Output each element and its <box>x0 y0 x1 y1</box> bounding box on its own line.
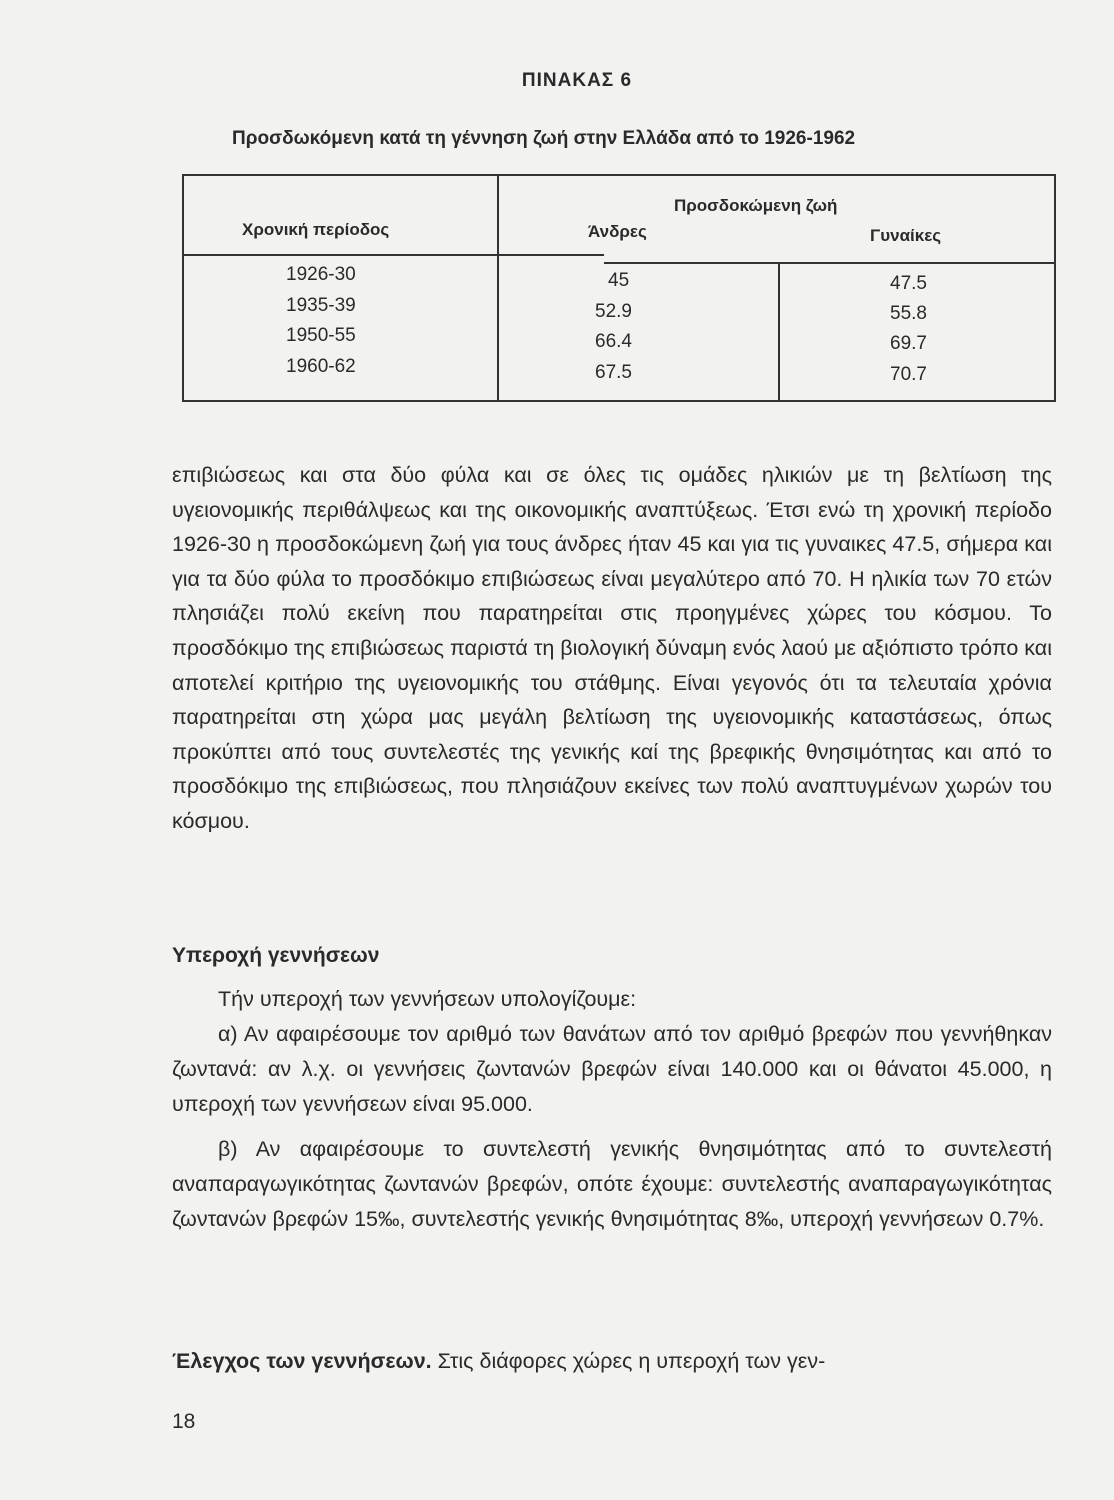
table-divider <box>778 264 780 400</box>
period-cell: 1926-30 <box>286 264 356 285</box>
women-cell: 69.7 <box>890 333 927 354</box>
life-expectancy-table <box>182 174 1056 402</box>
section-heading: Υπεροχή γεννήσεων <box>172 944 380 967</box>
men-cell: 45 <box>608 270 630 291</box>
header-women: Γυναίκες <box>870 226 942 245</box>
period-cell: 1935-39 <box>286 295 356 316</box>
header-men: Άνδρες <box>588 222 647 241</box>
table-title: ΠΙΝΑΚΑΣ 6 <box>521 70 633 91</box>
table-divider <box>497 176 499 400</box>
section-intro: Τήν υπεροχή των γεννήσεων υπολογίζουμε: <box>218 987 637 1011</box>
men-cell: 52.9 <box>595 301 632 322</box>
item-b: β) Αν αφαιρέσουμε το συντελεστή γενικής θνησιμότητας από το συντελεστή αναπαραγωγικότητας ζωντανών βρεφών, οπότε έχουμε: συντελεστής αναπαραγωγικότητας ζωντανών βρεφών 15‰, συντελεστής γενικής θνησιμότητας 8‰, υπεροχή γεννήσεων 0.7%. <box>172 1137 1052 1231</box>
period-cell: 1950-55 <box>286 325 356 346</box>
page-number: 18 <box>172 1410 196 1433</box>
body-text <box>172 458 1052 839</box>
women-cell: 70.7 <box>890 364 927 385</box>
women-cell: 47.5 <box>890 273 927 294</box>
paragraph-lead: Έλεγχος των γεννήσεων. <box>172 1349 432 1373</box>
item-a: α) Αν αφαιρέσουμε τον αριθμό των θανάτων από τον αριθμό βρεφών που γεννήθηκαν ζωντανά: αν λ.χ. οι γεννήσεις ζωντανών βρεφών είναι 140.000 και οι θάνατοι 45.000, η υπεροχή των γεννήσεων είναι 95.000. <box>172 1022 1052 1116</box>
last-paragraph <box>172 1344 1052 1379</box>
men-cell: 66.4 <box>595 331 632 352</box>
table-divider <box>604 262 1054 264</box>
men-cell: 67.5 <box>595 362 632 383</box>
period-cell: 1960-62 <box>286 356 356 377</box>
table-caption: Προσδωκόμενη κατά τη γέννηση ζωή στην Ελλάδα από το 1926-1962 <box>232 128 856 149</box>
paragraph: επιβιώσεως και στα δύο φύλα και σε όλες τις ομάδες ηλικιών με τη βελτίωση της υγειονομικής περιθάλψεως και της οικονομικής αναπτύξεως. Έτσι ενώ τη χρονική περίοδο 1926-30 η προσδοκώμενη ζωή για τους άνδρες ήταν 45 και για τις γυναικες 47.5, σήμερα και για τα δύο φύλα το προσδόκιμο επιβιώσεως είναι μεγαλύτερο από 70. Η ηλικία των 70 ετών πλησιάζει πολύ εκείνη που παρατηρείται στις προηγμένες χώρες του κόσμου. Το προσδόκιμο της επιβιώσεως παριστά τη βιολογική δύναμη ενός λαού με αξιόπιστο τρόπο και αποτελεί κριτήριο της υγειονομικής του στάθμης. Είναι γεγονός ότι τα τελευταία χρόνια παρατηρείται στη χώρα μας μεγάλη βελτίωση της υγειονομικής καταστάσεως, όπως προκύπτει από τους συντελεστές της γενικής καί της βρεφικής θνησιμότητας και από το προσδόκιμο της επιβιώσεως, που πλησιάζουν εκείνες των πολύ αναπτυγμένων χωρών του κόσμου. <box>172 463 1052 833</box>
header-expectancy: Προσδοκώμενη ζωή <box>674 196 838 215</box>
paragraph-text: Στις διάφορες χώρες η υπεροχή των γεν- <box>431 1349 826 1373</box>
section-text <box>172 982 1052 1237</box>
women-cell: 55.8 <box>890 303 927 324</box>
table-divider <box>184 254 604 256</box>
header-period: Χρονική περίοδος <box>242 220 390 239</box>
